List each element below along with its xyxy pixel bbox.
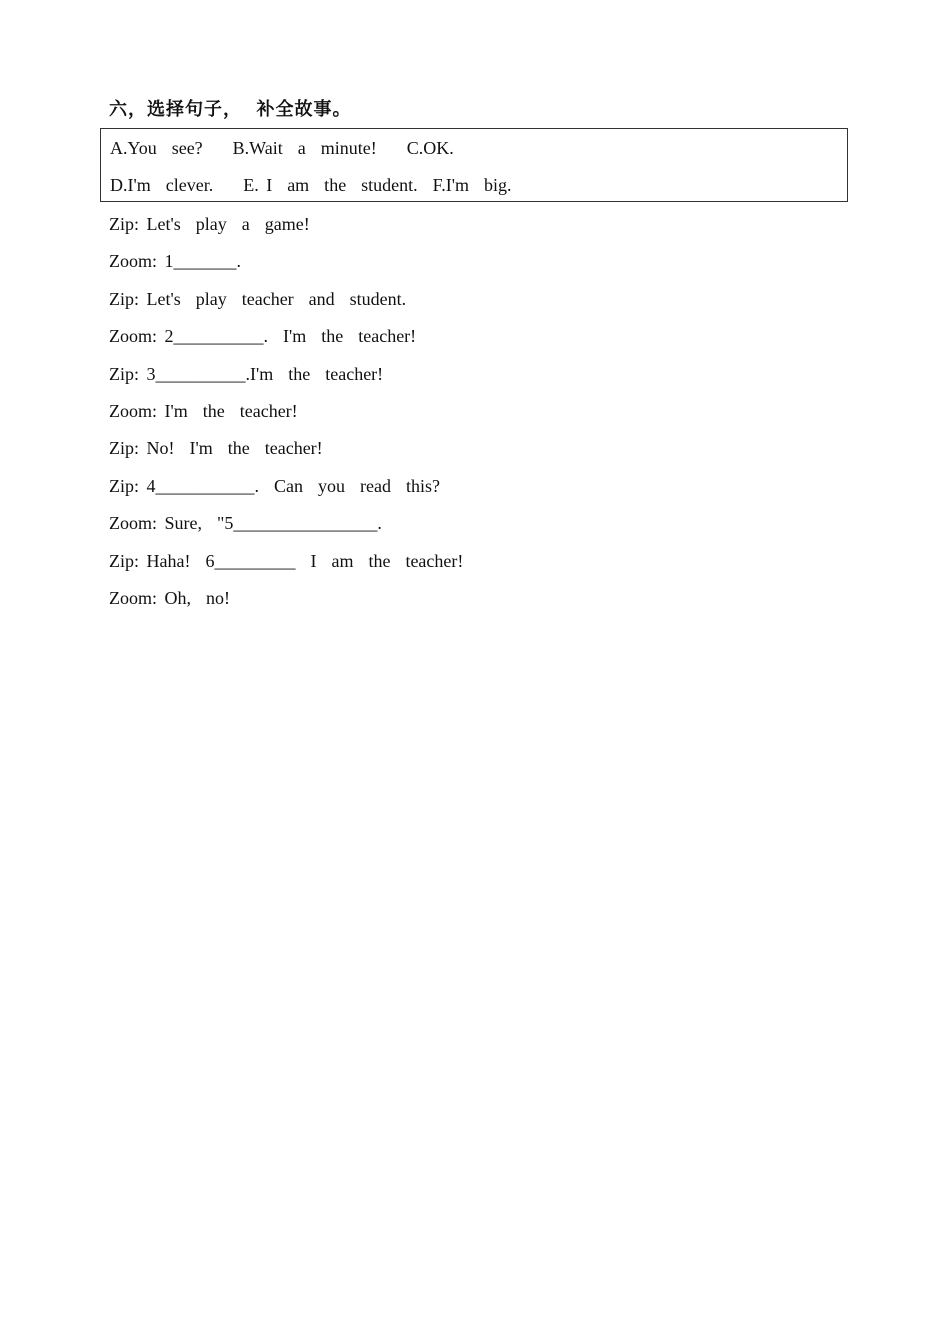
dialog-line-3: Zip: Let's play teacher and student. bbox=[109, 288, 407, 309]
options-line-2: D.I'm clever. E. I am the student. F.I'm big. bbox=[110, 175, 512, 195]
dialog-line-2: Zoom: 1_______. bbox=[109, 251, 241, 272]
dialog-line-8: Zip: 4___________. Can you read this? bbox=[109, 475, 440, 496]
options-line-1: A.You see? B.Wait a minute! C.OK. bbox=[110, 138, 454, 158]
dialog-line-4: Zoom: 2__________. I'm the teacher! bbox=[109, 326, 417, 347]
dialog-line-11: Zoom: Oh, no! bbox=[109, 587, 230, 608]
dialog-story bbox=[109, 212, 849, 623]
dialog-line-9: Zoom: Sure, "5________________. bbox=[109, 513, 382, 534]
dialog-line-6: Zoom: I'm the teacher! bbox=[109, 400, 298, 421]
dialog-line-1: Zip: Let's play a game! bbox=[109, 214, 310, 234]
dialog-line-7: Zip: No! I'm the teacher! bbox=[109, 438, 323, 459]
options-box bbox=[100, 128, 848, 202]
dialog-line-5: Zip: 3__________.I'm the teacher! bbox=[109, 363, 384, 384]
dialog-line-10: Zip: Haha! 6_________ I am the teacher! bbox=[109, 550, 464, 571]
section-title: 六，选择句子， 补全故事。 bbox=[109, 99, 352, 120]
